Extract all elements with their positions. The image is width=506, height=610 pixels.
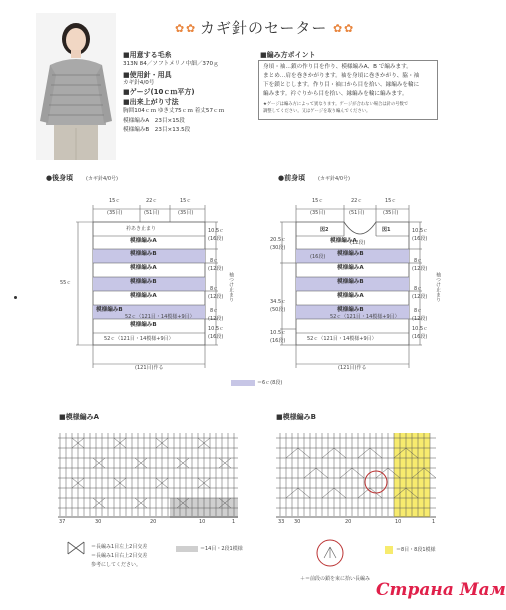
back-inc-row: 52ｃ（121目・14模様+9目）	[125, 314, 195, 320]
front-row-b: 模様編みB	[337, 251, 364, 257]
yarn-heading: ■用意する毛糸	[123, 51, 172, 59]
front-needle: (カギ針4/0号)	[318, 176, 350, 182]
flower-icon: ✿	[344, 22, 354, 35]
front-cast-on: (121目)作る	[338, 365, 367, 371]
pattern-a-x-label: 1	[232, 519, 236, 525]
points-line: まとめ…肩を巻きかがります。袖を身頃に巻きかがり、脇・袖	[263, 73, 420, 79]
back-top-dim-2: 22ｃ	[146, 198, 158, 204]
front-top-dim-2: 22ｃ	[351, 198, 363, 204]
front-top-dim-3-st: (35目)	[383, 210, 399, 216]
points-note: 調整してください。又はゲージを取り編んでください。	[263, 109, 371, 114]
pattern-a-heading: ■模様編みA	[59, 413, 100, 421]
legend-swatch	[231, 380, 255, 386]
back-cast-on: (121目)作る	[135, 365, 164, 371]
back-sleeve-label: 袖つけ止まり	[228, 272, 234, 302]
front-left-dim-3-st: (16段)	[270, 338, 286, 344]
pattern-a-legend-repeat: ＝14目・2段1模様	[200, 546, 243, 552]
points-line: 編みます。衿ぐりから目を拾い、縁編みを輪に編みます。	[263, 91, 408, 97]
back-row-b: 模様編みB	[130, 279, 157, 285]
back-left-dim: 55ｃ	[60, 280, 72, 286]
pattern-b-x-label: 30	[294, 519, 301, 525]
stitch-detail-icon	[315, 538, 345, 568]
gauge-a: 模様編みA 23目×15段	[123, 118, 185, 124]
front-fig2: 図2	[320, 227, 329, 233]
front-sleeve-label: 袖つけ止まり	[435, 272, 441, 302]
back-right-dim-3: 8ｃ	[210, 286, 219, 292]
pattern-a-legend-2: ＝長編み1目右上2目交差	[91, 553, 148, 559]
gauge-heading: ■ゲージ(10ｃｍ平方)	[123, 88, 195, 96]
back-needle: (カギ針4/0号)	[86, 176, 118, 182]
pattern-b-x-label: 1	[432, 519, 436, 525]
pattern-b-legend-bottom: ＋＝前段の鎖を束に拾い長編み	[300, 576, 371, 582]
back-row-a: 模様編みA	[130, 238, 157, 244]
pattern-b-legend-repeat: ＝8目・8段1模様	[396, 547, 436, 553]
flower-icon: ✿	[186, 22, 196, 35]
front-left-dim-3: 10.5ｃ	[270, 330, 287, 336]
points-heading: ■編み方ポイント	[260, 51, 316, 59]
front-right-dim-5: 10.5ｃ	[412, 326, 429, 332]
front-right-dim-4: 8ｃ	[414, 308, 423, 314]
flower-icon: ✿	[175, 22, 185, 35]
front-top-dim-2-st: (51目)	[349, 210, 365, 216]
pattern-a-legend-1: ＝長編み1目左上2目交差	[91, 544, 148, 550]
front-row-b: 模様編みB	[337, 279, 364, 285]
points-line: 身頃・袖…鎖の作り目を作り、模様編みA、B で編みます。	[263, 64, 412, 70]
back-row-a: 模様編みA	[130, 265, 157, 271]
pattern-b-x-label: 33	[278, 519, 285, 525]
front-right-dim-4-st: (12段)	[412, 316, 428, 322]
pattern-a-x-label: 37	[59, 519, 66, 525]
back-right-dim-3-st: (12段)	[208, 294, 224, 300]
back-right-dim-1-st: (16段)	[208, 236, 224, 242]
back-right-dim-2: 8ｃ	[210, 258, 219, 264]
pattern-a-legend-3: 参考にしてください。	[91, 562, 142, 568]
front-right-dim-3-st: (12段)	[412, 294, 428, 300]
back-row-b: 模様編みB	[130, 251, 157, 257]
front-neck-side: (16段)	[310, 254, 326, 260]
front-fig1: 図1	[382, 227, 391, 233]
back-neck-label: 衿あき止まり	[126, 226, 157, 232]
pattern-b-x-label: 20	[345, 519, 352, 525]
back-top-dim-3-st: (35目)	[178, 210, 194, 216]
front-left-dim-1-st: (30段)	[270, 245, 286, 251]
page-title: カギ針のセーター	[200, 19, 328, 37]
back-bottom-row: 52ｃ（121目・14模様+9目）	[104, 336, 174, 342]
back-row-b: 模様編みB	[96, 307, 123, 313]
tools-heading: ■使用針・用具	[123, 71, 172, 79]
pattern-a-x-label: 20	[150, 519, 157, 525]
front-right-dim-1-st: (16段)	[412, 236, 428, 242]
front-top-dim-1: 15ｃ	[312, 198, 324, 204]
front-heading: ●前身頃	[278, 174, 306, 182]
finished-line: 胸囲104ｃｍ ゆき丈75ｃｍ 着丈57ｃｍ	[123, 108, 225, 114]
back-right-dim-2-st: (12段)	[208, 266, 224, 272]
points-line: 下を鎖とじします。作り目・袖口から目を拾い、縁編みを輪に	[263, 82, 420, 88]
back-top-dim-1-st: (35目)	[107, 210, 123, 216]
tools-line: カギ針4/0号	[123, 80, 155, 86]
back-top-dim-1: 15ｃ	[109, 198, 121, 204]
flower-icon: ✿	[333, 22, 343, 35]
front-left-dim-2-st: (50段)	[270, 307, 286, 313]
pattern-b-heading: ■模様編みB	[276, 413, 316, 421]
finished-heading: ■出来上がり寸法	[123, 98, 179, 106]
back-right-dim-1: 10.5ｃ	[208, 228, 225, 234]
back-right-dim-4: 8ｃ	[210, 308, 219, 314]
front-neck-mid: (12段)	[350, 240, 366, 246]
front-top-dim-1-st: (35目)	[310, 210, 326, 216]
yarn-line: 313N 84／ソフトメリノ中細／370ｇ	[123, 61, 219, 67]
pattern-b-legend-swatch	[385, 546, 393, 554]
pattern-b-chart	[276, 428, 436, 518]
back-right-dim-5: 10.5ｃ	[208, 326, 225, 332]
front-inc-row: 52ｃ（121目・14模様+9目）	[330, 314, 400, 320]
legend-main: ＝6ｃ(8段)	[257, 380, 283, 386]
pattern-b-x-label: 10	[395, 519, 402, 525]
front-left-dim-1: 20.5ｃ	[270, 237, 287, 243]
front-bottom-row: 52ｃ（121目・14模様+9目）	[307, 336, 377, 342]
pattern-a-chart	[58, 428, 238, 518]
front-row-a: 模様編みA	[330, 238, 357, 244]
back-top-dim-2-st: (51目)	[144, 210, 160, 216]
gauge-b: 模様編みB 23目×13.5段	[123, 127, 191, 133]
back-right-dim-5-st: (16段)	[208, 334, 224, 340]
front-row-a: 模様編みA	[337, 265, 364, 271]
watermark: Страна Мам	[376, 580, 506, 600]
front-right-dim-2-st: (12段)	[412, 266, 428, 272]
front-right-dim-3: 8ｃ	[414, 286, 423, 292]
front-right-dim-1: 10.5ｃ	[412, 228, 429, 234]
pattern-a-legend-swatch	[176, 546, 198, 552]
back-row-a: 模様編みA	[130, 293, 157, 299]
margin-dot	[14, 296, 17, 299]
back-top-dim-3: 15ｃ	[180, 198, 192, 204]
pattern-a-x-label: 10	[199, 519, 206, 525]
back-right-dim-4-st: (12段)	[208, 316, 224, 322]
cross-stitch-icon	[66, 541, 86, 555]
pattern-a-x-label: 30	[95, 519, 102, 525]
front-right-dim-2: 8ｃ	[414, 258, 423, 264]
back-heading: ●後身頃	[46, 174, 74, 182]
front-row-b: 模様編みB	[337, 307, 364, 313]
front-right-dim-5-st: (16段)	[412, 334, 428, 340]
back-row-b: 模様編みB	[130, 322, 157, 328]
front-top-dim-3: 15ｃ	[385, 198, 397, 204]
front-left-dim-2: 34.5ｃ	[270, 299, 287, 305]
points-note: ★ゲージは編み方によって異なります。ゲージが合わない場合は針の号数で	[263, 102, 409, 107]
front-row-a: 模様編みA	[337, 293, 364, 299]
